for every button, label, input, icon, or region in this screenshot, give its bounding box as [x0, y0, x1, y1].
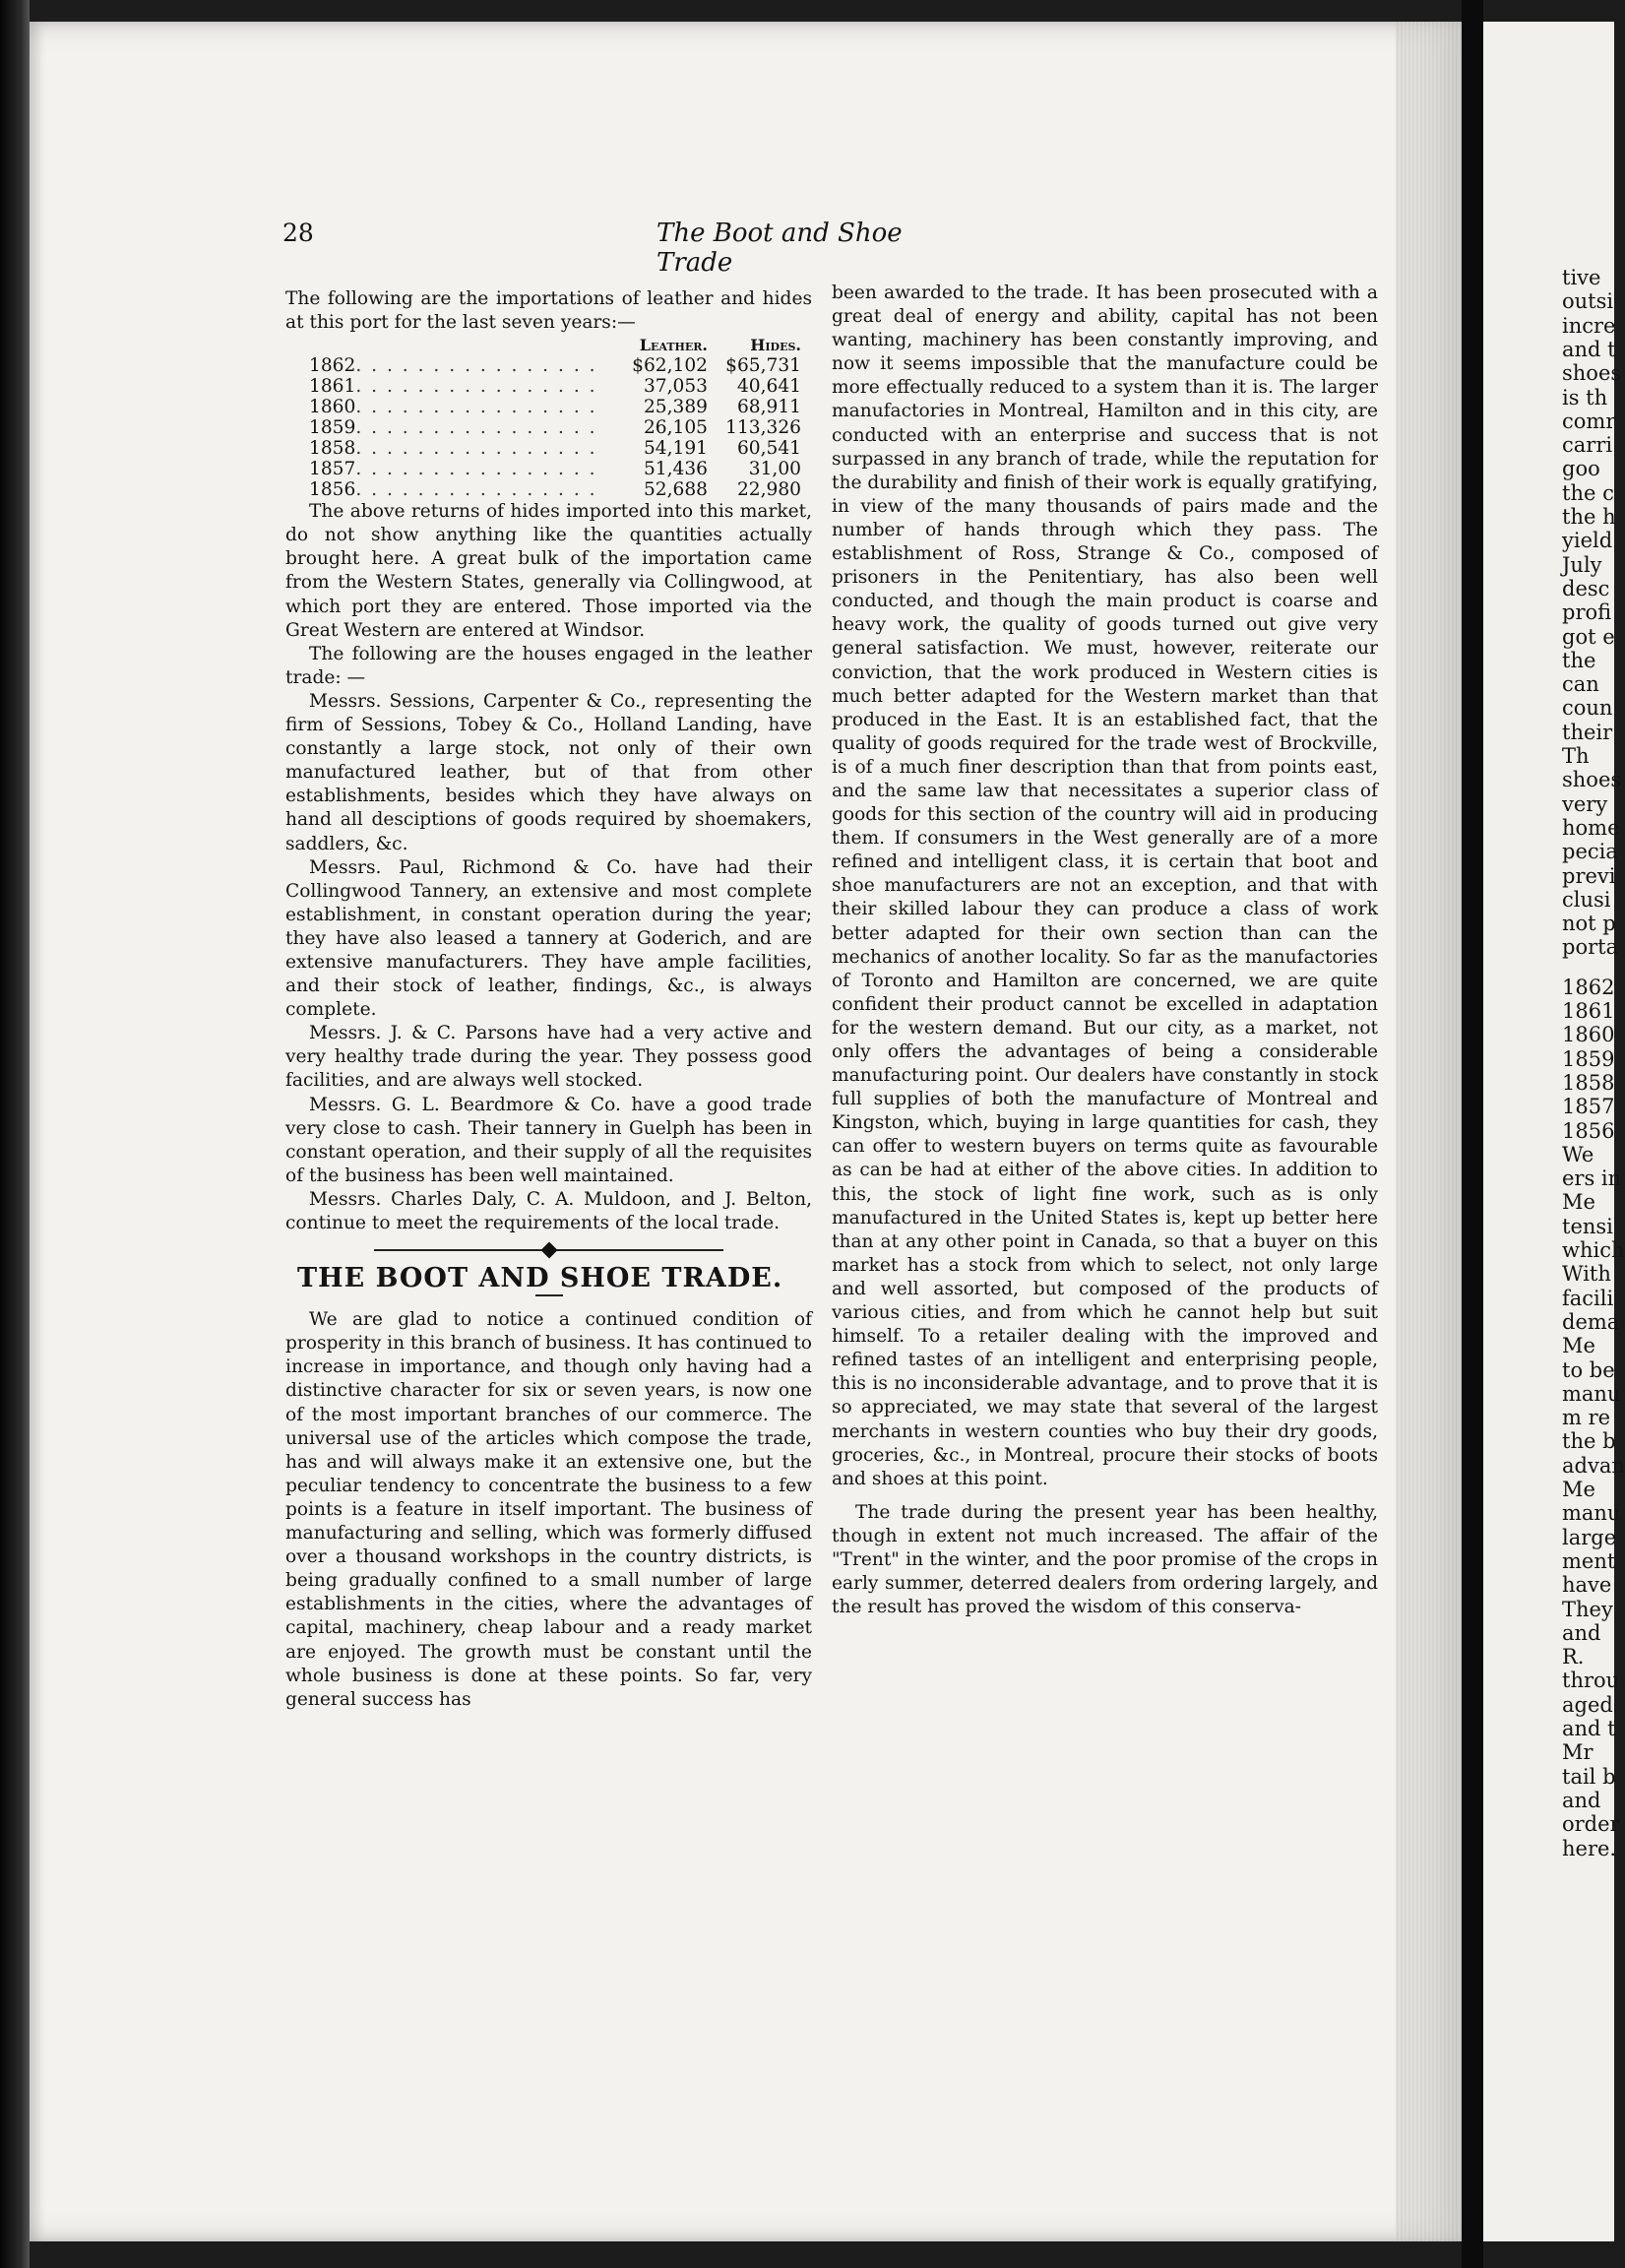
- facing-page-fragment: comr: [1562, 409, 1616, 433]
- facing-page-fragment: advan: [1562, 1453, 1625, 1478]
- facing-page-fragment: 1861: [1562, 999, 1615, 1023]
- facing-page-fragment: the h: [1562, 505, 1616, 529]
- facing-page-fragment: and t: [1562, 337, 1616, 361]
- page-number: 28: [282, 219, 314, 247]
- year-cell: 1858. . . . . . . . . . . . . . . .: [309, 438, 597, 460]
- facing-page-fragment: large: [1562, 1525, 1617, 1549]
- facing-page-fragment: Me: [1562, 1478, 1595, 1501]
- facing-page-fragment: Me: [1562, 1334, 1595, 1358]
- facing-page-fragment: and: [1562, 1788, 1601, 1812]
- paragraph: The trade during the present year has been healthy, though in extent not much increased. The affair of the "Trent" in the winter, and the poor promise of the crops in early summer, deterred dealers from ordering largely, and the result has proved the wisdom of this conserva-: [832, 1501, 1378, 1618]
- hides-value: 22,980: [736, 479, 801, 501]
- facing-page-fragment: Th: [1562, 744, 1590, 768]
- year-cell: 1857. . . . . . . . . . . . . . . .: [309, 459, 597, 480]
- table-row: [309, 438, 801, 459]
- facing-page-fragment: which: [1562, 1238, 1625, 1262]
- hides-value: 113,326: [725, 417, 801, 439]
- facing-page-fragment: porta: [1562, 935, 1619, 960]
- facing-page-fragment: is th: [1562, 385, 1608, 410]
- leather-value: 54,191: [643, 438, 708, 460]
- running-title: The Boot and Shoe Trade: [656, 219, 903, 278]
- facing-page-fragment: yield: [1562, 529, 1613, 553]
- paragraph: We are glad to notice a continued condition of prosperity in this branch of business. It has continued to increase in importance, and though only having had a distinctive character for six or seven years, is now one of the most important branches of our commerce. The universal use of the articles which compose the trade, has and will always make it an extensive one, but the peculiar tendency to concentrate the business to a few points is a feature in itself important. The business of manufacturing and selling, which was formerly diffused over a thousand workshops in the country districts, is being gradually confined to a small number of large establishments in the cities, where the advantages of capital, machinery, cheap labour and a ready market are enjoyed. The growth must be constant until the whole business is done at these points. So far, very general success has: [285, 1309, 812, 1710]
- facing-page-fragment: can: [1562, 672, 1599, 697]
- facing-page-fragment: Mr: [1562, 1740, 1594, 1765]
- facing-page-fragment: coun: [1562, 696, 1613, 721]
- facing-page-fragment: incre: [1562, 313, 1616, 338]
- hides-value: $65,731: [725, 355, 801, 377]
- year-cell: 1862. . . . . . . . . . . . . . . .: [309, 355, 597, 377]
- facing-page-fragment: outsi: [1562, 289, 1614, 314]
- facing-page-fragment: facili: [1562, 1286, 1614, 1310]
- paragraph: The following are the houses engaged in the leather trade: —: [285, 643, 812, 688]
- paragraph: The above returns of hides imported into this market, do not show anything like the quantities actually brought here. A great bulk of the importation came from the Western States, generally via Collingwood, at which port they are entered. Those imported via the Great Western are entered at Windsor.: [285, 501, 812, 641]
- facing-page-fragment: very: [1562, 791, 1608, 816]
- facing-page-fragment: and: [1562, 1620, 1601, 1645]
- hides-value: 31,00: [748, 459, 801, 480]
- facing-page-fragment: shoes: [1562, 361, 1622, 386]
- paragraph: Messrs. Charles Daly, C. A. Muldoon, and J. Belton, continue to meet the requirements of the local trade.: [285, 1188, 812, 1233]
- left-column: [285, 287, 812, 1712]
- leather-value: 26,105: [643, 417, 708, 439]
- column-header-leather: Leather.: [639, 336, 708, 355]
- year-cell: 1860. . . . . . . . . . . . . . . .: [309, 397, 597, 418]
- facing-page-fragment: 1858: [1562, 1070, 1615, 1095]
- leather-value: 51,436: [643, 459, 708, 480]
- book-gutter: [1462, 0, 1483, 2268]
- facing-page-fragment: July: [1562, 552, 1602, 577]
- facing-page-fragment: ment: [1562, 1548, 1616, 1573]
- facing-page-fragment: and t: [1562, 1717, 1616, 1740]
- facing-page-fragment: They: [1562, 1597, 1613, 1621]
- facing-page-fragment: Me: [1562, 1190, 1595, 1215]
- facing-page-fragment: 1857: [1562, 1095, 1615, 1119]
- facing-page-fragment: order: [1562, 1812, 1620, 1837]
- facing-page-fragment: ers in: [1562, 1166, 1622, 1191]
- facing-page-fragment: manu: [1562, 1501, 1621, 1526]
- right-column: [832, 282, 1378, 1619]
- facing-page-fragment: 1862: [1562, 975, 1615, 999]
- facing-page-fragment: tive: [1562, 266, 1601, 289]
- table-row: [309, 459, 801, 479]
- hides-value: 68,911: [736, 397, 801, 418]
- facing-page-fragment: tail b: [1562, 1764, 1616, 1789]
- table-row: [309, 355, 801, 376]
- column-header-hides: Hides.: [750, 336, 801, 355]
- short-rule: [535, 1294, 563, 1296]
- page-header: [282, 219, 986, 278]
- section-heading: THE BOOT AND SHOE TRADE.: [297, 1263, 783, 1294]
- facing-page-fragment: goo: [1562, 457, 1600, 481]
- facing-page-fragment: tensi: [1562, 1214, 1613, 1238]
- book-spine-left: [0, 0, 30, 2268]
- paragraph: Messrs. Paul, Richmond & Co. have had their Collingwood Tannery, an extensive and most complete establishment, in constant operation during the year; they have also leased a tannery at Goderich, and are extensive manufacturers. They have ample facilities, and their stock of leather, findings, &c., is always complete.: [285, 856, 812, 1021]
- facing-page-fragment: here.: [1562, 1836, 1617, 1860]
- facing-page-fragment: the: [1562, 648, 1596, 672]
- paragraph: Messrs. G. L. Beardmore & Co. have a good trade very close to cash. Their tannery in Guelph has been in constant operation, and their supply of all the requisites of the business has been well maintained.: [285, 1094, 812, 1186]
- facing-page-fragment: With: [1562, 1262, 1611, 1287]
- facing-page-fragment: 1860: [1562, 1023, 1615, 1047]
- table-row: [309, 417, 801, 438]
- facing-page: [1483, 22, 1625, 2241]
- facing-page-fragment: the b: [1562, 1429, 1616, 1454]
- facing-page-fragment: m re: [1562, 1406, 1611, 1430]
- facing-page-fragment: got e: [1562, 624, 1615, 649]
- leather-value: $62,102: [632, 355, 708, 377]
- facing-page-fragment: dema: [1562, 1309, 1620, 1334]
- facing-page-fragment: shoes: [1562, 768, 1622, 792]
- table-intro: The following are the importations of leather and hides at this port for the last seven years:—: [285, 288, 812, 334]
- facing-page-fragment: have: [1562, 1573, 1612, 1598]
- year-cell: 1859. . . . . . . . . . . . . . . .: [309, 417, 597, 439]
- leather-value: 37,053: [643, 376, 708, 398]
- paragraph: been awarded to the trade. It has been prosecuted with a great deal of energy and ability, capital has not been wanting, machinery has been constantly improving, and now it seems impossible that the manufacture could be more effectually reduced to a system than it is. The larger manufactories in Montreal, Hamilton and in this city, are conducted with an enterprise and success that is not surpassed in any branch of trade, while the reputation for the durability and finish of their work is equally gratifying, in view of the many thousands of pairs made and the number of hands through which they pass. The establishment of Ross, Strange & Co., composed of prisoners in the Penitentiary, has also been well conducted, and though the main product is coarse and heavy work, the quality of goods turned out give very general satisfaction. We must, however, reiterate our conviction, that the work produced in Western cities is much better adapted for the Western market than that produced in the East. It is an established fact, that the quality of goods required for the trade west of Brockville, is of a much finer description than that from points east, and the same law that necessitates a superior class of goods for this section of the country will aid in producing them. If consumers in the West generally are of a more refined and intelligent class, it is certain that boot and shoe manufacturers are not an exception, and that with their skilled labour they can produce a class of work better adapted for their own section than can the mechanics of another locality. So far as the manufactories of Toronto and Hamilton are concerned, we are quite confident their product cannot be excelled in adaptation for the western demand. But our city, as a market, not only offers the advantages of being a considerable manufacturing point. Our dealers have constantly in stock full supplies of both the manufacture of Montreal and Kingston, which, buying in large quantities for cash, they can offer to western buyers on terms quite as favourable as can be had at either of the above cities. In addition to this, the stock of light fine work, such as is only manufactured in the United States is, kept up better here than at any other point in Canada, so that a buyer on this market has a stock from which to select, not only large and well assorted, but composed of the products of various cities, and from which he cannot help but suit himself. To a retailer dealing with the improved and refined tastes of an intelligent and enterprising people, this is no inconsiderable advantage, and to prove that it is so appreciated, we may state that several of the largest merchants in western counties who buy their dry goods, groceries, &c., in Montreal, procure their stocks of boots and shoes at this point.: [832, 283, 1378, 1489]
- facing-page-fragment: manu: [1562, 1381, 1621, 1406]
- paragraph: Messrs. Sessions, Carpenter & Co., representing the firm of Sessions, Tobey & Co., Holland Landing, have constantly a large stock, not only of their own manufactured leather, but of that from other establishments, besides which they have always on hand all desciptions of goods required by shoemakers, saddlers, &c.: [285, 690, 812, 854]
- leather-value: 52,688: [643, 479, 708, 501]
- leather-value: 25,389: [643, 397, 708, 418]
- paragraph: Messrs. J. & C. Parsons have had a very active and very healthy trade during the year. They possess good facilities, and are always well stocked.: [285, 1023, 812, 1092]
- table-row: [309, 479, 801, 500]
- facing-page-fragment: clusi: [1562, 887, 1611, 912]
- year-cell: 1856. . . . . . . . . . . . . . . .: [309, 479, 597, 501]
- imports-table: [309, 335, 801, 500]
- facing-page-fragment: to be: [1562, 1357, 1615, 1382]
- facing-page-fragment: R.: [1562, 1645, 1585, 1670]
- page-edges: [1396, 22, 1462, 2241]
- facing-page-fragment: their: [1562, 720, 1613, 744]
- table-row: [309, 397, 801, 417]
- hides-value: 60,541: [736, 438, 801, 460]
- facing-page-fragment: 1859: [1562, 1046, 1615, 1071]
- facing-page-fragment: aged: [1562, 1692, 1613, 1717]
- facing-page-fragment: carri: [1562, 433, 1613, 458]
- facing-page-fragment: pecia: [1562, 840, 1618, 864]
- hides-value: 40,641: [736, 376, 801, 398]
- facing-page-fragment: the c: [1562, 480, 1614, 505]
- facing-page-fragment: throu: [1562, 1669, 1620, 1693]
- table-row: [309, 376, 801, 397]
- facing-page-fragment: profi: [1562, 600, 1612, 625]
- facing-page-fragment: home: [1562, 815, 1620, 840]
- facing-page-fragment: not p: [1562, 912, 1616, 936]
- ornamental-rule: [285, 1243, 812, 1257]
- facing-page-fragment: 1856: [1562, 1118, 1615, 1143]
- facing-page-fragment: desc: [1562, 576, 1610, 600]
- facing-page-fragment: We: [1562, 1142, 1594, 1166]
- facing-page-fragment: previ: [1562, 863, 1616, 888]
- year-cell: 1861. . . . . . . . . . . . . . . .: [309, 376, 597, 398]
